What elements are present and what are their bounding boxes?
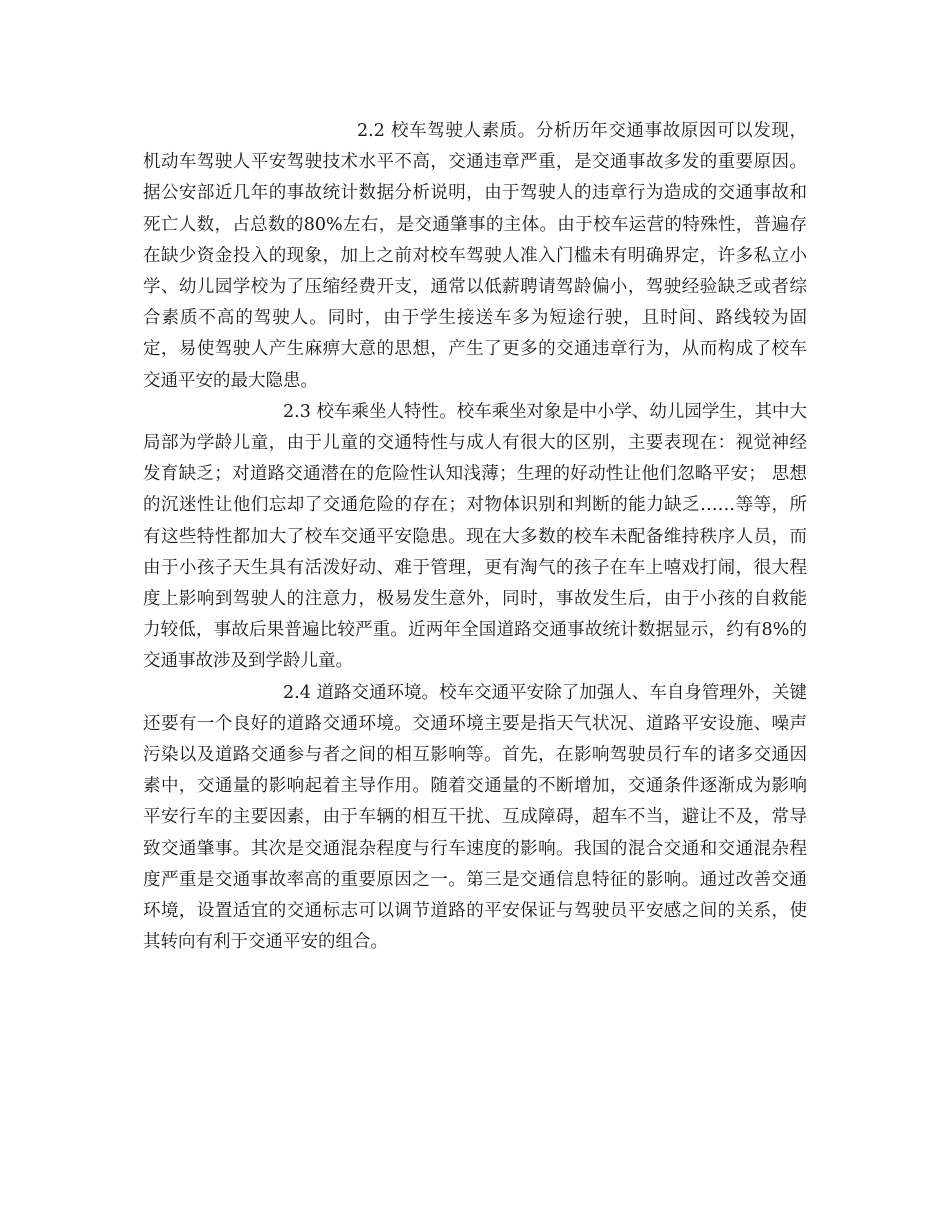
paragraph-2-4: 2.4 道路交通环境。校车交通平安除了加强人、车自身管理外，关键还要有一个良好的道路交通环境。交通环境主要是指天气状况、道路平安设施、噪声污染以及道路交通参与者之间的相互影响等。首先，在影响驾驶员行车的诸多交通因素中，交通量的影响起着主导作用。随着交通量的不断增加，交通条件逐渐成为影响平安行车的主要因素，由于车辆的相互干扰、互成障碍，超车不当，避让不及，常导致交通肇事。其次是交通混杂程度与行车速度的影响。我国的混合交通和交通混杂程度严重是交通事故率高的重要原因之一。第三是交通信息特征的影响。通过改善交通环境，设置适宜的交通标志可以调节道路的平安保证与驾驶员平安感之间的关系，使其转向有利于交通平安的组合。	[143, 682, 807, 953]
paragraph-2-2: 2.2 校车驾驶人素质。分析历年交通事故原因可以发现，机动车驾驶人平安驾驶技术水平不高，交通违章严重，是交通事故多发的重要原因。据公安部近几年的事故统计数据分析说明，由于驾驶人的违章行为造成的交通事故和死亡人数，占总数的80%左右，是交通肇事的主体。由于校车运营的特殊性，普遍存在缺少资金投入的现象，加上之前对校车驾驶人准入门槛未有明确界定，许多私立小学、幼儿园学校为了压缩经费开支，通常以低薪聘请驾龄偏小，驾驶经验缺乏或者综合素质不高的驾驶人。同时，由于学生接送车多为短途行驶，且时间、路线较为固定，易使驾驶人产生麻痹大意的思想，产生了更多的交通违章行为，从而构成了校车交通平安的最大隐患。	[143, 121, 807, 391]
document-body	[143, 116, 807, 958]
paragraph-2-3: 2.3 校车乘坐人特性。校车乘坐对象是中小学、幼儿园学生，其中大局部为学龄儿童，由于儿童的交通特性与成人有很大的区别，主要表现在：视觉神经发育缺乏；对道路交通潜在的危险性认知浅薄；生理的好动性让他们忽略平安； 思想的沉迷性让他们忘却了交通危险的存在；对物体识别和判断的能力缺乏……等等，所有这些特性都加大了校车交通平安隐患。现在大多数的校车未配备维持秩序人员，而由于小孩子天生具有活泼好动、难于管理，更有淘气的孩子在车上嘻戏打闹，很大程度上影响到驾驶人的注意力，极易发生意外，同时，事故发生后，由于小孩的自救能力较低，事故后果普遍比较严重。近两年全国道路交通事故统计数据显示，约有8%的交通事故涉及到学龄儿童。	[143, 401, 807, 672]
